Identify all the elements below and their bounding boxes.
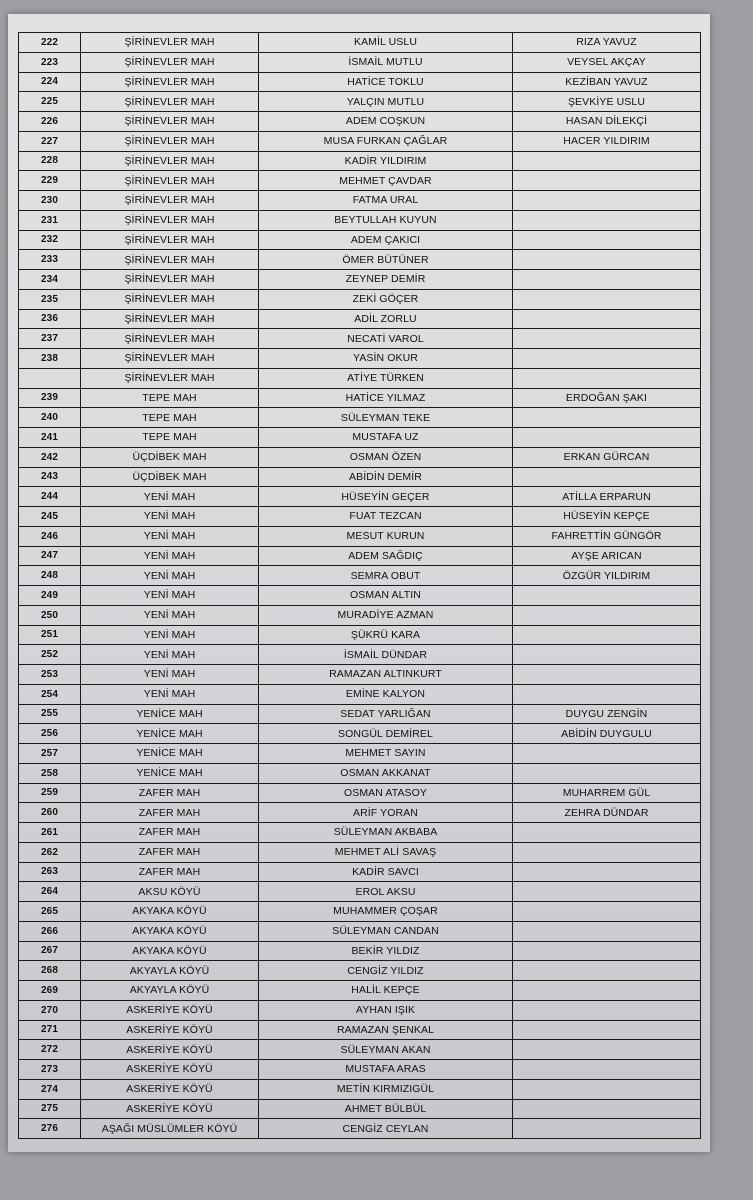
- row-number-cell: 270: [19, 1000, 81, 1020]
- row-number-cell: 262: [19, 842, 81, 862]
- person-name-cell: MUHAMMER ÇOŞAR: [259, 902, 513, 922]
- second-name-cell: VEYSEL AKÇAY: [513, 52, 701, 72]
- table-row: [19, 882, 701, 902]
- table-row: [19, 329, 701, 349]
- table-row: [19, 625, 701, 645]
- row-number-cell: 240: [19, 408, 81, 428]
- row-number-cell: 246: [19, 526, 81, 546]
- second-name-cell: AYŞE ARICAN: [513, 546, 701, 566]
- row-number-cell: 253: [19, 665, 81, 685]
- neighborhood-cell: ŞİRİNEVLER MAH: [81, 112, 259, 132]
- person-name-cell: BEKİR YILDIZ: [259, 941, 513, 961]
- second-name-cell: ERDOĞAN ŞAKI: [513, 388, 701, 408]
- row-number-cell: 242: [19, 447, 81, 467]
- row-number-cell: 265: [19, 902, 81, 922]
- neighborhood-cell: AKYAYLA KÖYÜ: [81, 981, 259, 1001]
- person-name-cell: CENGİZ YILDIZ: [259, 961, 513, 981]
- person-name-cell: BEYTULLAH KUYUN: [259, 210, 513, 230]
- table-row: [19, 526, 701, 546]
- neighborhood-cell: ZAFER MAH: [81, 823, 259, 843]
- table-row: [19, 724, 701, 744]
- table-row: [19, 823, 701, 843]
- person-name-cell: ÖMER BÜTÜNER: [259, 250, 513, 270]
- table-row: [19, 92, 701, 112]
- row-number-cell: 232: [19, 230, 81, 250]
- table-row: [19, 645, 701, 665]
- second-name-cell: [513, 862, 701, 882]
- person-name-cell: NECATİ VAROL: [259, 329, 513, 349]
- second-name-cell: [513, 823, 701, 843]
- neighborhood-cell: ŞİRİNEVLER MAH: [81, 250, 259, 270]
- table-row: [19, 902, 701, 922]
- row-number-cell: 268: [19, 961, 81, 981]
- second-name-cell: HÜSEYİN KEPÇE: [513, 507, 701, 527]
- second-name-cell: [513, 586, 701, 606]
- person-name-cell: METİN KIRMIZIGÜL: [259, 1079, 513, 1099]
- second-name-cell: [513, 961, 701, 981]
- person-name-cell: OSMAN AKKANAT: [259, 763, 513, 783]
- person-name-cell: SEMRA OBUT: [259, 566, 513, 586]
- second-name-cell: [513, 467, 701, 487]
- neighborhood-cell: ŞİRİNEVLER MAH: [81, 309, 259, 329]
- neighborhood-cell: ŞİRİNEVLER MAH: [81, 72, 259, 92]
- row-number-cell: 258: [19, 763, 81, 783]
- second-name-cell: MUHARREM GÜL: [513, 783, 701, 803]
- person-name-cell: YALÇIN MUTLU: [259, 92, 513, 112]
- table-row: [19, 1079, 701, 1099]
- table-row: [19, 1060, 701, 1080]
- second-name-cell: [513, 981, 701, 1001]
- neighborhood-cell: YENİ MAH: [81, 605, 259, 625]
- person-name-cell: İSMAİL DÜNDAR: [259, 645, 513, 665]
- second-name-cell: ABİDİN DUYGULU: [513, 724, 701, 744]
- neighborhood-cell: TEPE MAH: [81, 388, 259, 408]
- person-name-cell: EROL AKSU: [259, 882, 513, 902]
- neighborhood-cell: YENİ MAH: [81, 586, 259, 606]
- roster-table-body: [19, 33, 701, 1139]
- row-number-cell: 234: [19, 270, 81, 290]
- neighborhood-cell: AKYAKA KÖYÜ: [81, 921, 259, 941]
- row-number-cell: 274: [19, 1079, 81, 1099]
- neighborhood-cell: ŞİRİNEVLER MAH: [81, 289, 259, 309]
- row-number-cell: 266: [19, 921, 81, 941]
- second-name-cell: [513, 665, 701, 685]
- neighborhood-cell: YENİ MAH: [81, 684, 259, 704]
- person-name-cell: ADEM COŞKUN: [259, 112, 513, 132]
- row-number-cell: 243: [19, 467, 81, 487]
- row-number-cell: 245: [19, 507, 81, 527]
- second-name-cell: [513, 605, 701, 625]
- second-name-cell: [513, 428, 701, 448]
- second-name-cell: [513, 368, 701, 388]
- neighborhood-cell: ASKERİYE KÖYÜ: [81, 1000, 259, 1020]
- table-row: [19, 684, 701, 704]
- table-row: [19, 1000, 701, 1020]
- table-row: [19, 368, 701, 388]
- second-name-cell: [513, 408, 701, 428]
- person-name-cell: MEHMET ALİ SAVAŞ: [259, 842, 513, 862]
- table-row: [19, 270, 701, 290]
- second-name-cell: ŞEVKİYE USLU: [513, 92, 701, 112]
- row-number-cell: 247: [19, 546, 81, 566]
- second-name-cell: [513, 882, 701, 902]
- person-name-cell: ABİDİN DEMİR: [259, 467, 513, 487]
- table-row: [19, 981, 701, 1001]
- row-number-cell: 236: [19, 309, 81, 329]
- row-number-cell: 261: [19, 823, 81, 843]
- table-row: [19, 566, 701, 586]
- person-name-cell: KAMİL USLU: [259, 33, 513, 53]
- neighborhood-cell: ŞİRİNEVLER MAH: [81, 368, 259, 388]
- table-row: [19, 52, 701, 72]
- neighborhood-cell: ZAFER MAH: [81, 842, 259, 862]
- neighborhood-cell: ŞİRİNEVLER MAH: [81, 210, 259, 230]
- table-row: [19, 941, 701, 961]
- neighborhood-cell: YENİCE MAH: [81, 763, 259, 783]
- person-name-cell: MEHMET SAYIN: [259, 744, 513, 764]
- neighborhood-cell: ÜÇDİBEK MAH: [81, 447, 259, 467]
- person-name-cell: YASİN OKUR: [259, 349, 513, 369]
- second-name-cell: [513, 645, 701, 665]
- person-name-cell: KADİR SAVCI: [259, 862, 513, 882]
- second-name-cell: [513, 763, 701, 783]
- person-name-cell: AYHAN IŞIK: [259, 1000, 513, 1020]
- neighborhood-cell: YENİCE MAH: [81, 704, 259, 724]
- table-row: [19, 447, 701, 467]
- second-name-cell: RIZA YAVUZ: [513, 33, 701, 53]
- neighborhood-cell: ZAFER MAH: [81, 803, 259, 823]
- second-name-cell: [513, 684, 701, 704]
- person-name-cell: MESUT KURUN: [259, 526, 513, 546]
- row-number-cell: 272: [19, 1040, 81, 1060]
- neighborhood-cell: ŞİRİNEVLER MAH: [81, 329, 259, 349]
- row-number-cell: 276: [19, 1119, 81, 1139]
- table-row: [19, 803, 701, 823]
- row-number-cell: 249: [19, 586, 81, 606]
- table-row: [19, 112, 701, 132]
- table-row: [19, 151, 701, 171]
- table-row: [19, 605, 701, 625]
- second-name-cell: [513, 250, 701, 270]
- table-row: [19, 309, 701, 329]
- row-number-cell: 241: [19, 428, 81, 448]
- row-number-cell: 251: [19, 625, 81, 645]
- table-row: [19, 250, 701, 270]
- second-name-cell: [513, 842, 701, 862]
- second-name-cell: [513, 1099, 701, 1119]
- person-name-cell: SEDAT YARLIĞAN: [259, 704, 513, 724]
- neighborhood-cell: ŞİRİNEVLER MAH: [81, 92, 259, 112]
- row-number-cell: 255: [19, 704, 81, 724]
- person-name-cell: KADİR YILDIRIM: [259, 151, 513, 171]
- row-number-cell: 263: [19, 862, 81, 882]
- row-number-cell: 231: [19, 210, 81, 230]
- row-number-cell: 252: [19, 645, 81, 665]
- neighborhood-cell: YENİ MAH: [81, 645, 259, 665]
- table-row: [19, 1119, 701, 1139]
- neighborhood-cell: ASKERİYE KÖYÜ: [81, 1060, 259, 1080]
- second-name-cell: [513, 171, 701, 191]
- row-number-cell: 223: [19, 52, 81, 72]
- second-name-cell: [513, 1060, 701, 1080]
- person-name-cell: MURADİYE AZMAN: [259, 605, 513, 625]
- neighborhood-cell: ASKERİYE KÖYÜ: [81, 1040, 259, 1060]
- person-name-cell: HÜSEYİN GEÇER: [259, 487, 513, 507]
- table-row: [19, 704, 701, 724]
- second-name-cell: [513, 349, 701, 369]
- person-name-cell: ADİL ZORLU: [259, 309, 513, 329]
- second-name-cell: ZEHRA DÜNDAR: [513, 803, 701, 823]
- person-name-cell: SÜLEYMAN AKAN: [259, 1040, 513, 1060]
- row-number-cell: [19, 368, 81, 388]
- neighborhood-cell: ÜÇDİBEK MAH: [81, 467, 259, 487]
- row-number-cell: 250: [19, 605, 81, 625]
- table-row: [19, 210, 701, 230]
- table-row: [19, 507, 701, 527]
- row-number-cell: 254: [19, 684, 81, 704]
- second-name-cell: [513, 1020, 701, 1040]
- table-row: [19, 1099, 701, 1119]
- neighborhood-cell: ASKERİYE KÖYÜ: [81, 1020, 259, 1040]
- neighborhood-cell: ŞİRİNEVLER MAH: [81, 52, 259, 72]
- second-name-cell: [513, 151, 701, 171]
- row-number-cell: 237: [19, 329, 81, 349]
- table-row: [19, 191, 701, 211]
- row-number-cell: 235: [19, 289, 81, 309]
- table-row: [19, 428, 701, 448]
- neighborhood-cell: AŞAĞI MÜSLÜMLER KÖYÜ: [81, 1119, 259, 1139]
- second-name-cell: KEZİBAN YAVUZ: [513, 72, 701, 92]
- row-number-cell: 244: [19, 487, 81, 507]
- second-name-cell: [513, 210, 701, 230]
- second-name-cell: DUYGU ZENGİN: [513, 704, 701, 724]
- neighborhood-cell: ŞİRİNEVLER MAH: [81, 230, 259, 250]
- neighborhood-cell: AKSU KÖYÜ: [81, 882, 259, 902]
- person-name-cell: EMİNE KALYON: [259, 684, 513, 704]
- row-number-cell: 269: [19, 981, 81, 1001]
- second-name-cell: [513, 921, 701, 941]
- roster-table: [18, 32, 701, 1139]
- table-row: [19, 230, 701, 250]
- row-number-cell: 256: [19, 724, 81, 744]
- table-row: [19, 72, 701, 92]
- person-name-cell: OSMAN ATASOY: [259, 783, 513, 803]
- row-number-cell: 271: [19, 1020, 81, 1040]
- neighborhood-cell: ŞİRİNEVLER MAH: [81, 151, 259, 171]
- row-number-cell: 226: [19, 112, 81, 132]
- table-row: [19, 546, 701, 566]
- neighborhood-cell: YENİ MAH: [81, 566, 259, 586]
- second-name-cell: [513, 941, 701, 961]
- neighborhood-cell: YENİ MAH: [81, 526, 259, 546]
- second-name-cell: [513, 329, 701, 349]
- table-row: [19, 862, 701, 882]
- person-name-cell: HALİL KEPÇE: [259, 981, 513, 1001]
- neighborhood-cell: ŞİRİNEVLER MAH: [81, 270, 259, 290]
- second-name-cell: ERKAN GÜRCAN: [513, 447, 701, 467]
- second-name-cell: [513, 1119, 701, 1139]
- neighborhood-cell: TEPE MAH: [81, 408, 259, 428]
- neighborhood-cell: YENİ MAH: [81, 665, 259, 685]
- neighborhood-cell: YENİ MAH: [81, 487, 259, 507]
- person-name-cell: HATİCE YILMAZ: [259, 388, 513, 408]
- person-name-cell: SÜLEYMAN AKBABA: [259, 823, 513, 843]
- row-number-cell: 267: [19, 941, 81, 961]
- neighborhood-cell: YENİ MAH: [81, 507, 259, 527]
- second-name-cell: ÖZGÜR YILDIRIM: [513, 566, 701, 586]
- table-row: [19, 467, 701, 487]
- second-name-cell: FAHRETTİN GÜNGÖR: [513, 526, 701, 546]
- row-number-cell: 259: [19, 783, 81, 803]
- second-name-cell: [513, 309, 701, 329]
- second-name-cell: [513, 289, 701, 309]
- person-name-cell: MUSTAFA UZ: [259, 428, 513, 448]
- row-number-cell: 229: [19, 171, 81, 191]
- person-name-cell: SÜLEYMAN CANDAN: [259, 921, 513, 941]
- table-row: [19, 1040, 701, 1060]
- person-name-cell: MUSA FURKAN ÇAĞLAR: [259, 131, 513, 151]
- row-number-cell: 275: [19, 1099, 81, 1119]
- row-number-cell: 224: [19, 72, 81, 92]
- person-name-cell: ARİF YORAN: [259, 803, 513, 823]
- row-number-cell: 257: [19, 744, 81, 764]
- table-row: [19, 961, 701, 981]
- table-row: [19, 783, 701, 803]
- neighborhood-cell: YENİCE MAH: [81, 724, 259, 744]
- person-name-cell: HATİCE TOKLU: [259, 72, 513, 92]
- neighborhood-cell: AKYAYLA KÖYÜ: [81, 961, 259, 981]
- table-row: [19, 349, 701, 369]
- neighborhood-cell: ŞİRİNEVLER MAH: [81, 191, 259, 211]
- neighborhood-cell: ASKERİYE KÖYÜ: [81, 1079, 259, 1099]
- person-name-cell: OSMAN ÖZEN: [259, 447, 513, 467]
- neighborhood-cell: ASKERİYE KÖYÜ: [81, 1099, 259, 1119]
- neighborhood-cell: ŞİRİNEVLER MAH: [81, 131, 259, 151]
- person-name-cell: RAMAZAN ALTINKURT: [259, 665, 513, 685]
- person-name-cell: İSMAİL MUTLU: [259, 52, 513, 72]
- table-row: [19, 131, 701, 151]
- person-name-cell: ADEM SAĞDIÇ: [259, 546, 513, 566]
- person-name-cell: ATİYE TÜRKEN: [259, 368, 513, 388]
- table-row: [19, 921, 701, 941]
- second-name-cell: [513, 1079, 701, 1099]
- person-name-cell: FUAT TEZCAN: [259, 507, 513, 527]
- person-name-cell: OSMAN ALTIN: [259, 586, 513, 606]
- document-sheet: [8, 14, 710, 1152]
- person-name-cell: ZEKİ GÖÇER: [259, 289, 513, 309]
- table-row: [19, 388, 701, 408]
- neighborhood-cell: ŞİRİNEVLER MAH: [81, 33, 259, 53]
- row-number-cell: 264: [19, 882, 81, 902]
- person-name-cell: RAMAZAN ŞENKAL: [259, 1020, 513, 1040]
- row-number-cell: 238: [19, 349, 81, 369]
- neighborhood-cell: YENİCE MAH: [81, 744, 259, 764]
- person-name-cell: ZEYNEP DEMİR: [259, 270, 513, 290]
- second-name-cell: [513, 230, 701, 250]
- table-row: [19, 33, 701, 53]
- table-row: [19, 586, 701, 606]
- table-row: [19, 842, 701, 862]
- row-number-cell: 248: [19, 566, 81, 586]
- person-name-cell: ŞÜKRÜ KARA: [259, 625, 513, 645]
- person-name-cell: MEHMET ÇAVDAR: [259, 171, 513, 191]
- row-number-cell: 239: [19, 388, 81, 408]
- second-name-cell: [513, 625, 701, 645]
- neighborhood-cell: ZAFER MAH: [81, 783, 259, 803]
- person-name-cell: ADEM ÇAKICI: [259, 230, 513, 250]
- person-name-cell: MUSTAFA ARAS: [259, 1060, 513, 1080]
- table-row: [19, 487, 701, 507]
- table-row: [19, 408, 701, 428]
- row-number-cell: 233: [19, 250, 81, 270]
- row-number-cell: 228: [19, 151, 81, 171]
- row-number-cell: 222: [19, 33, 81, 53]
- second-name-cell: [513, 1040, 701, 1060]
- table-row: [19, 744, 701, 764]
- neighborhood-cell: ŞİRİNEVLER MAH: [81, 171, 259, 191]
- neighborhood-cell: AKYAKA KÖYÜ: [81, 902, 259, 922]
- neighborhood-cell: YENİ MAH: [81, 625, 259, 645]
- table-row: [19, 289, 701, 309]
- person-name-cell: FATMA URAL: [259, 191, 513, 211]
- second-name-cell: [513, 1000, 701, 1020]
- table-row: [19, 665, 701, 685]
- neighborhood-cell: YENİ MAH: [81, 546, 259, 566]
- second-name-cell: [513, 270, 701, 290]
- person-name-cell: CENGİZ CEYLAN: [259, 1119, 513, 1139]
- row-number-cell: 273: [19, 1060, 81, 1080]
- person-name-cell: AHMET BÜLBÜL: [259, 1099, 513, 1119]
- table-row: [19, 1020, 701, 1040]
- second-name-cell: HASAN DİLEKÇİ: [513, 112, 701, 132]
- row-number-cell: 260: [19, 803, 81, 823]
- row-number-cell: 225: [19, 92, 81, 112]
- second-name-cell: [513, 191, 701, 211]
- neighborhood-cell: ŞİRİNEVLER MAH: [81, 349, 259, 369]
- row-number-cell: 227: [19, 131, 81, 151]
- neighborhood-cell: ZAFER MAH: [81, 862, 259, 882]
- second-name-cell: [513, 744, 701, 764]
- neighborhood-cell: TEPE MAH: [81, 428, 259, 448]
- second-name-cell: [513, 902, 701, 922]
- second-name-cell: HACER YILDIRIM: [513, 131, 701, 151]
- second-name-cell: ATİLLA ERPARUN: [513, 487, 701, 507]
- neighborhood-cell: AKYAKA KÖYÜ: [81, 941, 259, 961]
- table-row: [19, 763, 701, 783]
- row-number-cell: 230: [19, 191, 81, 211]
- table-row: [19, 171, 701, 191]
- person-name-cell: SONGÜL DEMİREL: [259, 724, 513, 744]
- person-name-cell: SÜLEYMAN TEKE: [259, 408, 513, 428]
